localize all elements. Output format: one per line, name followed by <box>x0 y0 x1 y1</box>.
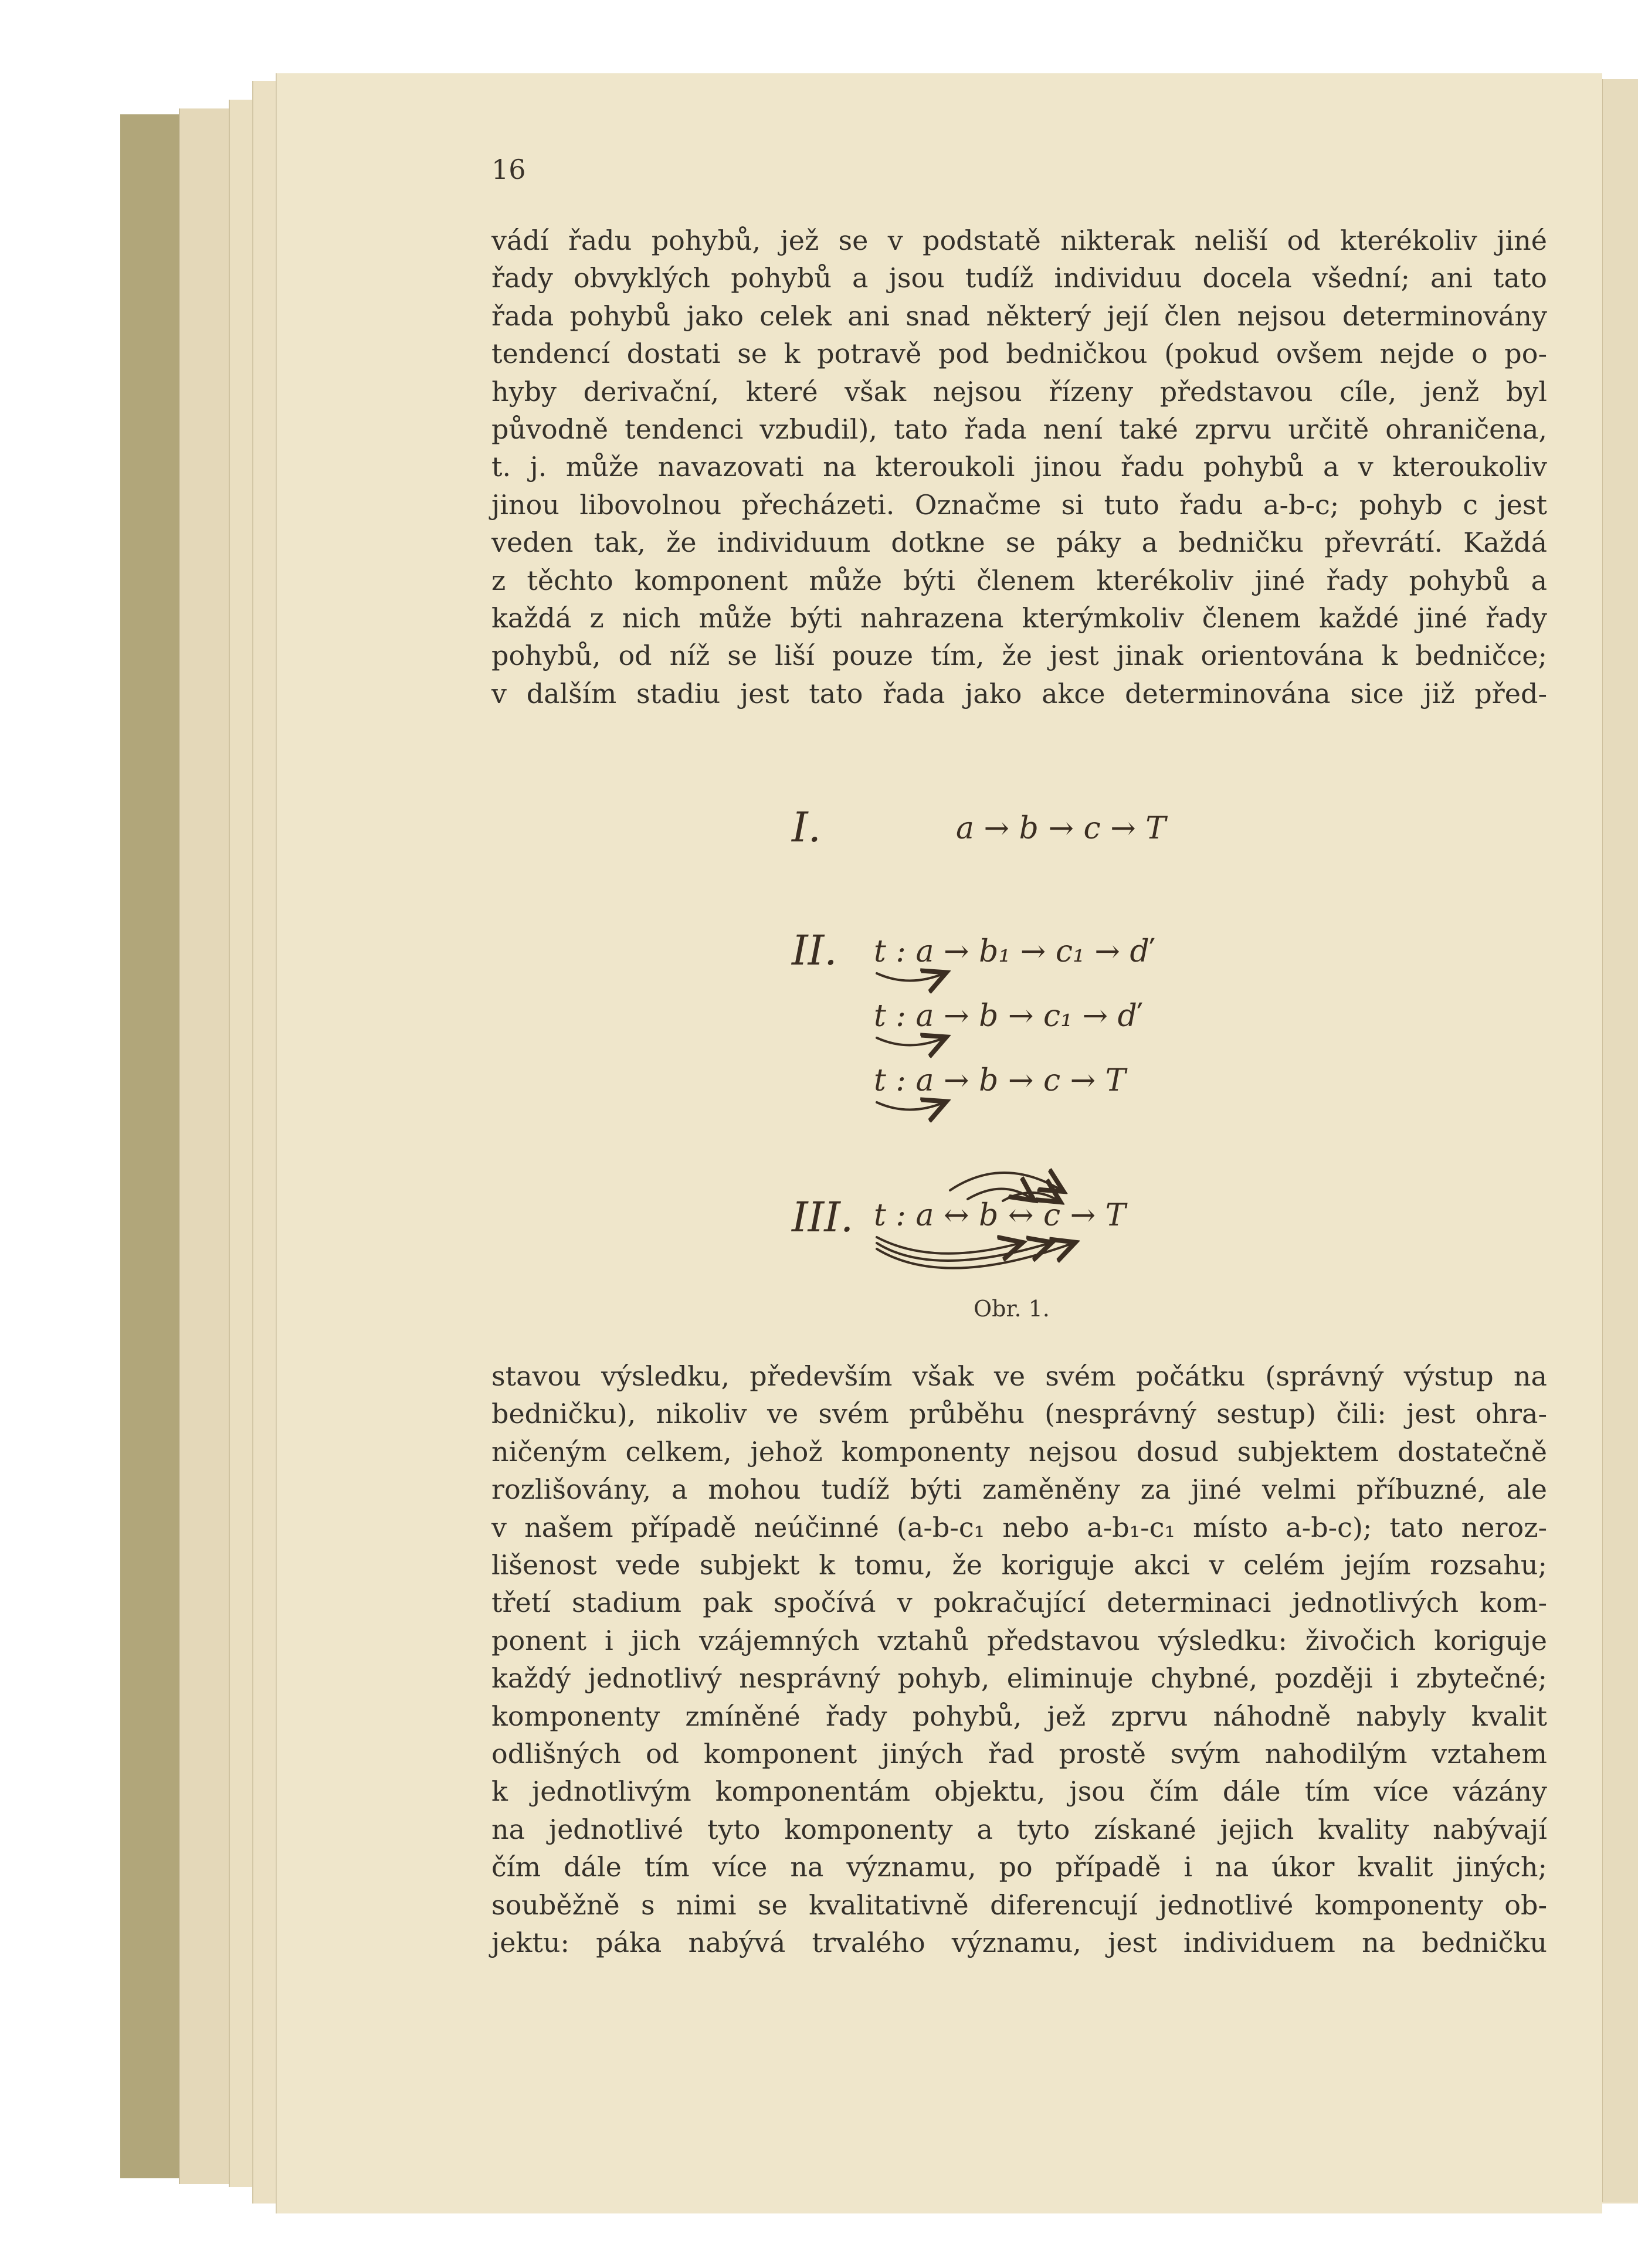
row-2-numeral: II. <box>792 926 837 975</box>
text-line: souběžně s nimi se kvalitativně diferencují jednotlivé komponenty ob- <box>491 1889 1547 1921</box>
curved-arrow <box>950 1173 1062 1190</box>
text-line: lišenost vede subjekt k tomu, že koriguje akci v celém jejím rozsahu; <box>491 1549 1547 1581</box>
figure-1-diagram <box>757 780 1261 1284</box>
text-line: v našem případě neúčinné (a-b-c₁ nebo a-b₁-c₁ místo a-b-c); tato neroz- <box>491 1511 1547 1543</box>
text-line: ničeným celkem, jehož komponenty nejsou dosud subjektem dostatečně <box>491 1435 1547 1468</box>
text-line: z těchto komponent může býti členem kterékoliv jiné řady pohybů a <box>491 564 1547 596</box>
text-line: v dalším stadiu jest tato řada jako akce determinována sice již před- <box>491 677 1547 709</box>
row-2c-formula: t : a → b → c → T <box>874 1063 1126 1098</box>
text-line: bedničku), nikoliv ve svém průběhu (nesprávný sestup) čili: jest ohra- <box>491 1398 1547 1430</box>
row-3-formula: t : a ↔ b ↔ c → T <box>874 1198 1126 1233</box>
row-1-numeral: I. <box>792 803 821 851</box>
facing-page-edge <box>1601 79 1638 2202</box>
page-number: 16 <box>491 154 526 185</box>
row-3-numeral: III. <box>792 1193 854 1241</box>
text-line: odlišných od komponent jiných řad prostě svým nahodilým vztahem <box>491 1738 1547 1770</box>
text-line: rozlišovány, a mohou tudíž býti zaměněny za jiné velmi příbuzné, ale <box>491 1473 1547 1506</box>
curved-arrow <box>877 1237 1020 1254</box>
text-line: na jednotlivé tyto komponenty a tyto získané jejich kvality nabývají <box>491 1813 1547 1845</box>
text-line: čím dále tím více na významu, po případě i na úkor kvalit jiných; <box>491 1851 1547 1883</box>
text-line: t. j. může navazovati na kteroukoli jinou řadu pohybů a v kteroukoliv <box>491 451 1547 483</box>
handwritten-diagram <box>757 780 1261 1284</box>
curved-arrow <box>877 1102 944 1110</box>
text-line: každý jednotlivý nesprávný pohyb, eliminuje chybné, později i zbytečné; <box>491 1662 1547 1695</box>
text-line: stavou výsledku, především však ve svém počátku (správný výstup na <box>491 1360 1547 1392</box>
text-line: komponenty zmíněné řady pohybů, jež zprvu náhodně nabyly kvalit <box>491 1700 1547 1732</box>
text-line: jinou libovolnou přecházeti. Označme si tuto řadu a-b-c; pohyb c jest <box>491 488 1547 521</box>
paragraph-top <box>491 222 1547 712</box>
row-2a-formula: t : a → b₁ → c₁ → ď <box>874 934 1149 969</box>
text-line: ponent i jich vzájemných vztahů představou výsledku: živočich koriguje <box>491 1624 1547 1656</box>
figure-caption: Obr. 1. <box>974 1296 1050 1322</box>
text-line: jektu: páka nabývá trvalého významu, jest individuem na bedničku <box>491 1927 1547 1959</box>
paragraph-bottom <box>491 1357 1547 1962</box>
text-line: vádí řadu pohybů, jež se v podstatě nikterak neliší od kterékoliv jiné <box>491 225 1547 256</box>
text-line: veden tak, že individuum dotkne se páky a bedničku převrátí. Každá <box>491 527 1547 559</box>
text-line: k jednotlivým komponentám objektu, jsou čím dále tím více vázány <box>491 1775 1547 1808</box>
text-line: každá z nich může býti nahrazena kterýmkoliv členem každé jiné řady <box>491 602 1547 634</box>
text-line: řady obvyklých pohybů a jsou tudíž individuu docela všední; ani tato <box>491 262 1547 294</box>
curved-arrow <box>877 1038 944 1045</box>
text-line: původně tendenci vzbudil), tato řada není také zprvu určitě ohraničena, <box>491 413 1547 446</box>
text-line: tendencí dostati se k potravě pod bedničkou (pokud ovšem nejde o po- <box>491 338 1547 370</box>
curved-arrow <box>877 973 944 981</box>
text-line: hyby derivační, které však nejsou řízeny představou cíle, jenž byl <box>491 375 1547 408</box>
text-line: pohybů, od níž se liší pouze tím, že jest jinak orientována k bedničce; <box>491 640 1547 672</box>
text-line: řada pohybů jako celek ani snad některý její člen nejsou determinovány <box>491 300 1547 332</box>
text-line: třetí stadium pak spočívá v pokračující determinaci jednotlivých kom- <box>491 1587 1547 1619</box>
row-2b-formula: t : a → b → c₁ → ď <box>874 999 1137 1034</box>
row-1-formula: a → b → c → T <box>956 811 1166 846</box>
